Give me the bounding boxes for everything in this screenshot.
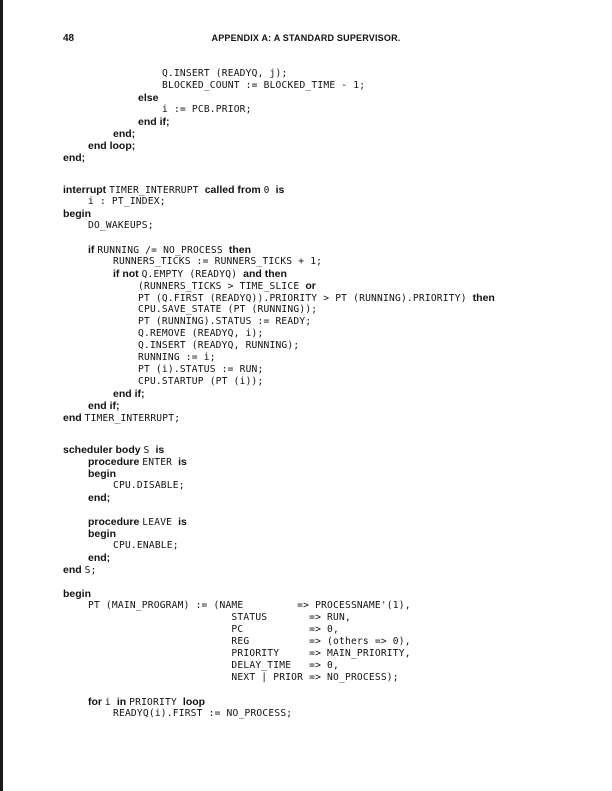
code-line	[63, 564, 97, 577]
code-line	[88, 140, 135, 153]
keyword-text: end;	[88, 492, 111, 504]
code-line	[138, 304, 317, 316]
code-line	[63, 208, 91, 221]
identifier-text: PT (i).STATUS := RUN;	[138, 364, 264, 375]
identifier-text: i : PT_INDEX;	[88, 196, 166, 207]
identifier-text: (RUNNERS_TICKS > TIME_SLICE	[138, 281, 306, 292]
keyword-text: end	[63, 412, 85, 424]
identifier-text: NEXT | PRIOR => NO_PROCESS);	[88, 672, 399, 683]
code-line	[63, 412, 180, 425]
keyword-text: if	[88, 244, 98, 256]
keyword-text: then	[472, 292, 495, 304]
identifier-text: LEAVE	[142, 517, 179, 528]
identifier-text: PRIORITY	[129, 697, 183, 708]
code-line	[138, 316, 311, 328]
identifier-text: CPU.STARTUP (PT (i));	[138, 376, 264, 387]
keyword-text: then	[228, 244, 251, 256]
code-line	[162, 68, 288, 80]
identifier-text: ENTER	[142, 457, 179, 468]
code-line	[88, 648, 411, 660]
identifier-text: READYQ(i).FIRST := NO_PROCESS;	[113, 708, 293, 719]
identifier-text: i := PCB.PRIOR;	[162, 104, 252, 115]
keyword-text: end if;	[88, 400, 120, 412]
running-header: APPENDIX A: A STANDARD SUPERVISOR.	[211, 33, 401, 43]
code-line	[138, 364, 264, 376]
code-line	[138, 116, 170, 129]
identifier-text: REG => (others => 0),	[88, 636, 411, 647]
keyword-text: procedure	[88, 516, 143, 528]
keyword-text: begin	[88, 528, 116, 540]
code-line	[63, 588, 91, 601]
code-line	[88, 660, 339, 672]
identifier-text: RUNNERS_TICKS := RUNNERS_TICKS + 1;	[113, 256, 323, 267]
page-number: 48	[63, 33, 75, 44]
identifier-text: TIMER_INTERRUPT;	[84, 413, 181, 424]
identifier-text: PC => 0,	[88, 624, 339, 635]
keyword-text: and then	[243, 268, 287, 280]
identifier-text: i	[104, 697, 117, 708]
code-line	[88, 528, 116, 541]
code-line	[138, 376, 264, 388]
keyword-text: end;	[63, 152, 86, 164]
code-line	[88, 636, 411, 648]
identifier-text: DO_WAKEUPS;	[88, 220, 154, 231]
keyword-text: is	[275, 184, 285, 196]
keyword-text: is	[178, 516, 187, 528]
code-line	[88, 612, 351, 624]
identifier-text: CPU.DISABLE;	[113, 480, 185, 491]
identifier-text: S;	[84, 565, 97, 576]
identifier-text: BLOCKED_COUNT := BLOCKED_TIME - 1;	[162, 80, 366, 91]
keyword-text: end if;	[113, 388, 145, 400]
keyword-text: if not	[113, 268, 142, 280]
keyword-text: end	[63, 564, 85, 576]
keyword-text: end loop;	[88, 140, 136, 152]
code-line	[88, 196, 166, 208]
identifier-text: TIMER_INTERRUPT	[109, 185, 205, 196]
code-line	[162, 80, 365, 92]
identifier-text: DELAY_TIME => 0,	[88, 660, 339, 671]
identifier-text: Q.INSERT (READYQ, j);	[162, 68, 288, 79]
code-line	[113, 256, 322, 268]
identifier-text: PRIORITY => MAIN_PRIORITY,	[88, 648, 411, 659]
identifier-text: PT (RUNNING).STATUS := READY;	[138, 316, 312, 327]
identifier-text: S	[143, 445, 156, 456]
identifier-text: RUNNING := i;	[138, 352, 216, 363]
code-line	[88, 220, 154, 232]
keyword-text: for	[88, 696, 105, 708]
keyword-text: end if;	[138, 116, 170, 128]
keyword-text: begin	[63, 208, 91, 220]
code-line	[138, 340, 299, 352]
keyword-text: is	[155, 444, 165, 456]
keyword-text: else	[138, 92, 159, 104]
code-line	[88, 624, 339, 636]
code-line	[138, 352, 216, 364]
code-line	[88, 672, 399, 684]
code-line	[88, 600, 411, 612]
identifier-text: Q.REMOVE (READYQ, i);	[138, 328, 264, 339]
identifier-text: PT (MAIN_PROGRAM) := (NAME => PROCESSNAME'(1),	[88, 600, 411, 611]
keyword-text: interrupt	[63, 184, 110, 196]
code-line	[88, 492, 110, 505]
code-line	[113, 708, 292, 720]
page-edge-rule	[0, 0, 3, 791]
identifier-text: 0	[263, 185, 276, 196]
code-line	[138, 328, 264, 340]
code-line	[162, 104, 252, 116]
code-line	[63, 152, 85, 165]
code-line	[88, 468, 116, 481]
keyword-text: end;	[113, 128, 136, 140]
keyword-text: loop	[182, 696, 206, 708]
keyword-text: procedure	[88, 456, 143, 468]
identifier-text: CPU.ENABLE;	[113, 540, 179, 551]
identifier-text: Q.INSERT (READYQ, RUNNING);	[138, 340, 300, 351]
keyword-text: begin	[88, 468, 116, 480]
keyword-text: is	[178, 456, 187, 468]
code-line	[138, 92, 158, 105]
identifier-text: RUNNING /= NO_PROCESS	[97, 245, 229, 256]
keyword-text: in	[116, 696, 130, 708]
identifier-text: STATUS => RUN,	[88, 612, 351, 623]
identifier-text: PT (Q.FIRST (READYQ)).PRIORITY > PT (RUNNING).PRIORITY)	[138, 293, 473, 304]
identifier-text: Q.EMPTY (READYQ)	[141, 269, 244, 280]
code-line	[113, 540, 179, 552]
identifier-text: CPU.SAVE_STATE (PT (RUNNING));	[138, 304, 318, 315]
keyword-text: scheduler body	[63, 444, 144, 456]
code-line	[113, 480, 185, 492]
keyword-text: or	[305, 280, 316, 292]
keyword-text: end;	[88, 552, 111, 564]
keyword-text: begin	[63, 588, 91, 600]
keyword-text: called from	[204, 184, 264, 196]
